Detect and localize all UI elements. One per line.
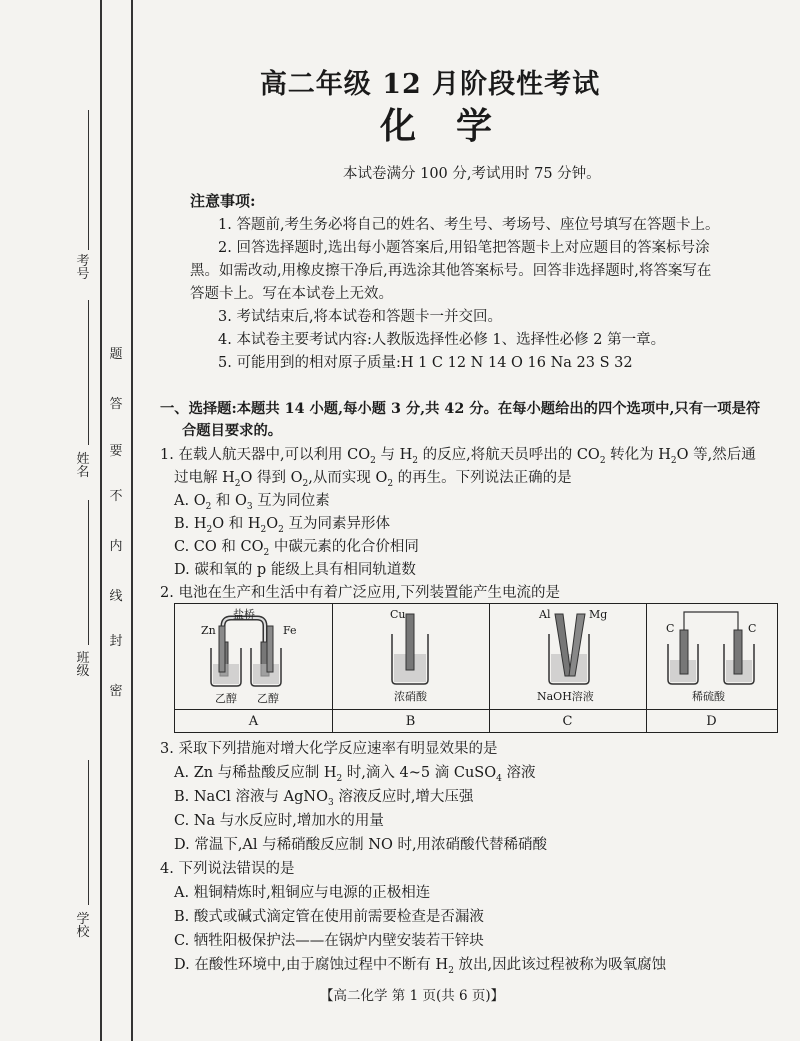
q1-option-a: A. $O_2$ 和 $O_3$ 互为同位素: [174, 493, 330, 512]
q4-option-c: C. 牺牲阳极保护法——在锅炉内壁安装若干锌块: [174, 933, 484, 949]
q2-stem: 2. 电池在生产和生活中有着广泛应用,下列装置能产生电流的是: [160, 585, 561, 601]
apparatus-b: [332, 604, 490, 709]
q1-stem-line1: 1. 在载人航天器中,可以利用 $CO_2$ 与 $H_2$ 的反应,将航天员呼出的 $CO_2$ 转化为 $H_2O$ 等,然后通: [160, 447, 756, 466]
apparatus-c: [489, 604, 647, 709]
q4-option-a: A. 粗铜精炼时,粗铜应与电源的正极相连: [174, 885, 431, 901]
seal-warning-char: 题: [109, 347, 123, 362]
apparatus-d: [646, 604, 777, 709]
note-5: 5. 可能用到的相对原子质量:H 1 C 12 N 14 O 16 Na 23 S 32: [218, 355, 633, 371]
school-label: 学校: [76, 912, 90, 940]
binding-line-outer: [100, 0, 102, 1041]
q4-option-b: B. 酸式或碱式滴定管在使用前需要检查是否漏液: [174, 909, 484, 925]
note-4: 4. 本试卷主要考试内容:人教版选择性必修 1、选择性必修 2 第一章。: [218, 332, 666, 348]
apparatus-a: [175, 604, 333, 709]
conc-nitric-label: 浓硝酸: [394, 690, 427, 703]
exam-number-label: 考号: [76, 254, 90, 282]
dilute-sulfuric-label: 稀硫酸: [692, 690, 725, 703]
subject-title: 化学: [380, 105, 533, 147]
binding-line-inner: [131, 0, 133, 1041]
apparatus-label-b: B: [332, 709, 490, 733]
al-label: Al: [539, 608, 551, 621]
section1-heading: 一、选择题:本题共 14 小题,每小题 3 分,共 42 分。在每小题给出的四个选项中,只有一项是符: [160, 401, 761, 417]
apparatus-label-d: D: [646, 709, 777, 733]
q1-option-c: C. CO 和 $CO_2$ 中碳元素的化合价相同: [174, 539, 419, 558]
seal-warning-char: 线: [109, 589, 123, 604]
salt-bridge-label: 盐桥: [233, 608, 255, 621]
seal-warning-char: 密: [109, 684, 123, 699]
q3-option-d: D. 常温下,Al 与稀硝酸反应制 NO 时,用浓硝酸代替稀硝酸: [174, 837, 548, 853]
carbon-right-label: C: [748, 622, 757, 635]
apparatus-label-c: C: [489, 709, 647, 733]
class-blank[interactable]: [88, 500, 90, 645]
note-2: 2. 回答选择题时,选出每小题答案后,用铅笔把答题卡上对应题目的答案标号涂: [218, 240, 710, 256]
name-blank[interactable]: [88, 300, 90, 445]
ethanol-right-label: 乙醇: [257, 692, 279, 705]
zn-label: Zn: [201, 624, 216, 637]
notes-heading: 注意事项:: [190, 192, 256, 210]
cu-label: Cu: [390, 608, 406, 621]
exam-title: 高二年级 12 月阶段性考试: [259, 69, 601, 100]
q3-option-a: A. Zn 与稀盐酸反应制 $H_2$ 时,滴入 4~5 滴 CuSO$_4$ 溶液: [174, 765, 536, 784]
note-2-end: 答题卡上。写在本试卷上无效。: [190, 286, 393, 302]
q4-stem: 4. 下列说法错误的是: [160, 861, 295, 877]
q1-stem-line2: 过电解 $H_2O$ 得到 $O_2$,从而实现 $O_2$ 的再生。下列说法正确的是: [174, 470, 572, 489]
page-footer: 【高二化学 第 1 页(共 6 页)】: [320, 988, 505, 1004]
q1-option-b: B. $H_2O$ 和 $H_2O_2$ 互为同素异形体: [174, 516, 390, 535]
q3-stem: 3. 采取下列措施对增大化学反应速率有明显效果的是: [160, 741, 498, 757]
exam-info: 本试卷满分 100 分,考试用时 75 分钟。: [343, 166, 601, 182]
seal-warning-char: 封: [109, 634, 123, 649]
q2-apparatus-table: [174, 603, 778, 733]
section1-heading-cont: 合题目要求的。: [182, 423, 283, 439]
school-blank[interactable]: [88, 760, 90, 905]
class-label: 班级: [76, 651, 90, 679]
note-3: 3. 考试结束后,将本试卷和答题卡一并交回。: [218, 309, 503, 325]
fe-label: Fe: [283, 624, 297, 637]
naoh-label: NaOH溶液: [537, 690, 594, 703]
q4-option-d: D. 在酸性环境中,由于腐蚀过程中不断有 $H_2$ 放出,因此该过程被称为吸氧腐蚀: [174, 957, 667, 976]
note-1: 1. 答题前,考生务必将自己的姓名、考生号、考场号、座位号填写在答题卡上。: [218, 217, 720, 233]
q3-option-b: B. NaCl 溶液与 AgNO$_3$ 溶液反应时,增大压强: [174, 789, 474, 808]
q3-option-c: C. Na 与水反应时,增加水的用量: [174, 813, 384, 829]
carbon-left-label: C: [666, 622, 675, 635]
seal-warning-char: 答: [109, 397, 123, 412]
note-2-cont: 黑。如需改动,用橡皮擦干净后,再选涂其他答案标号。回答非选择题时,将答案写在: [190, 263, 712, 279]
ethanol-left-label: 乙醇: [215, 692, 237, 705]
mg-label: Mg: [589, 608, 608, 621]
seal-warning-char: 不: [109, 489, 123, 504]
seal-warning-char: 要: [109, 444, 123, 459]
q1-option-d: D. 碳和氧的 p 能级上具有相同轨道数: [174, 562, 416, 578]
exam-number-blank[interactable]: [88, 110, 90, 250]
apparatus-label-a: A: [175, 709, 333, 733]
seal-warning-char: 内: [109, 539, 123, 554]
name-label: 姓名: [76, 452, 90, 480]
